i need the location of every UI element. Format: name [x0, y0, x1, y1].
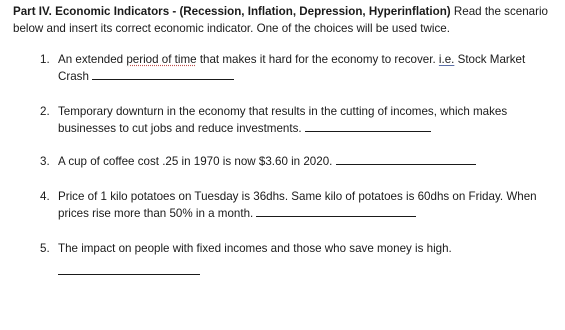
- answer-blank[interactable]: [58, 263, 200, 275]
- question-number: 3.: [40, 155, 50, 168]
- question-number: 2.: [40, 105, 50, 118]
- answer-blank[interactable]: [336, 153, 476, 165]
- spellcheck-flagged-text: period of time: [126, 53, 197, 66]
- question-number: 1.: [40, 53, 50, 66]
- question-text: A cup of coffee cost .25 in 1970 is now $3.60 in 2020.: [58, 153, 553, 170]
- answer-blank[interactable]: [305, 120, 431, 132]
- section-instructions: Read the scenario below and insert its correct economic indicator. One of the choices will be used twice.: [13, 5, 548, 35]
- ie-abbreviation: i.e.: [438, 53, 455, 66]
- section-header: [13, 3, 558, 37]
- section-title: Part IV. Economic Indicators - (Recession, Inflation, Depression, Hyperinflation): [13, 5, 451, 18]
- question-number: 5.: [40, 242, 50, 255]
- question-text: Temporary downturn in the economy that results in the cutting of incomes, which makes businesses to cut jobs and reduce investments.: [58, 105, 508, 135]
- question-text: An extended period of time that makes it hard for the economy to recover. i.e. Stock Market Crash: [58, 53, 526, 83]
- question-text: Price of 1 kilo potatoes on Tuesday is 36dhs. Same kilo of potatoes is 60dhs on Friday. When prices rise more than 50% in a month.: [58, 190, 537, 220]
- answer-blank[interactable]: [92, 68, 234, 80]
- question-number: 4.: [40, 190, 50, 203]
- answer-blank[interactable]: [256, 205, 416, 217]
- question-text: The impact on people with fixed incomes and those who save money is high.: [58, 240, 553, 280]
